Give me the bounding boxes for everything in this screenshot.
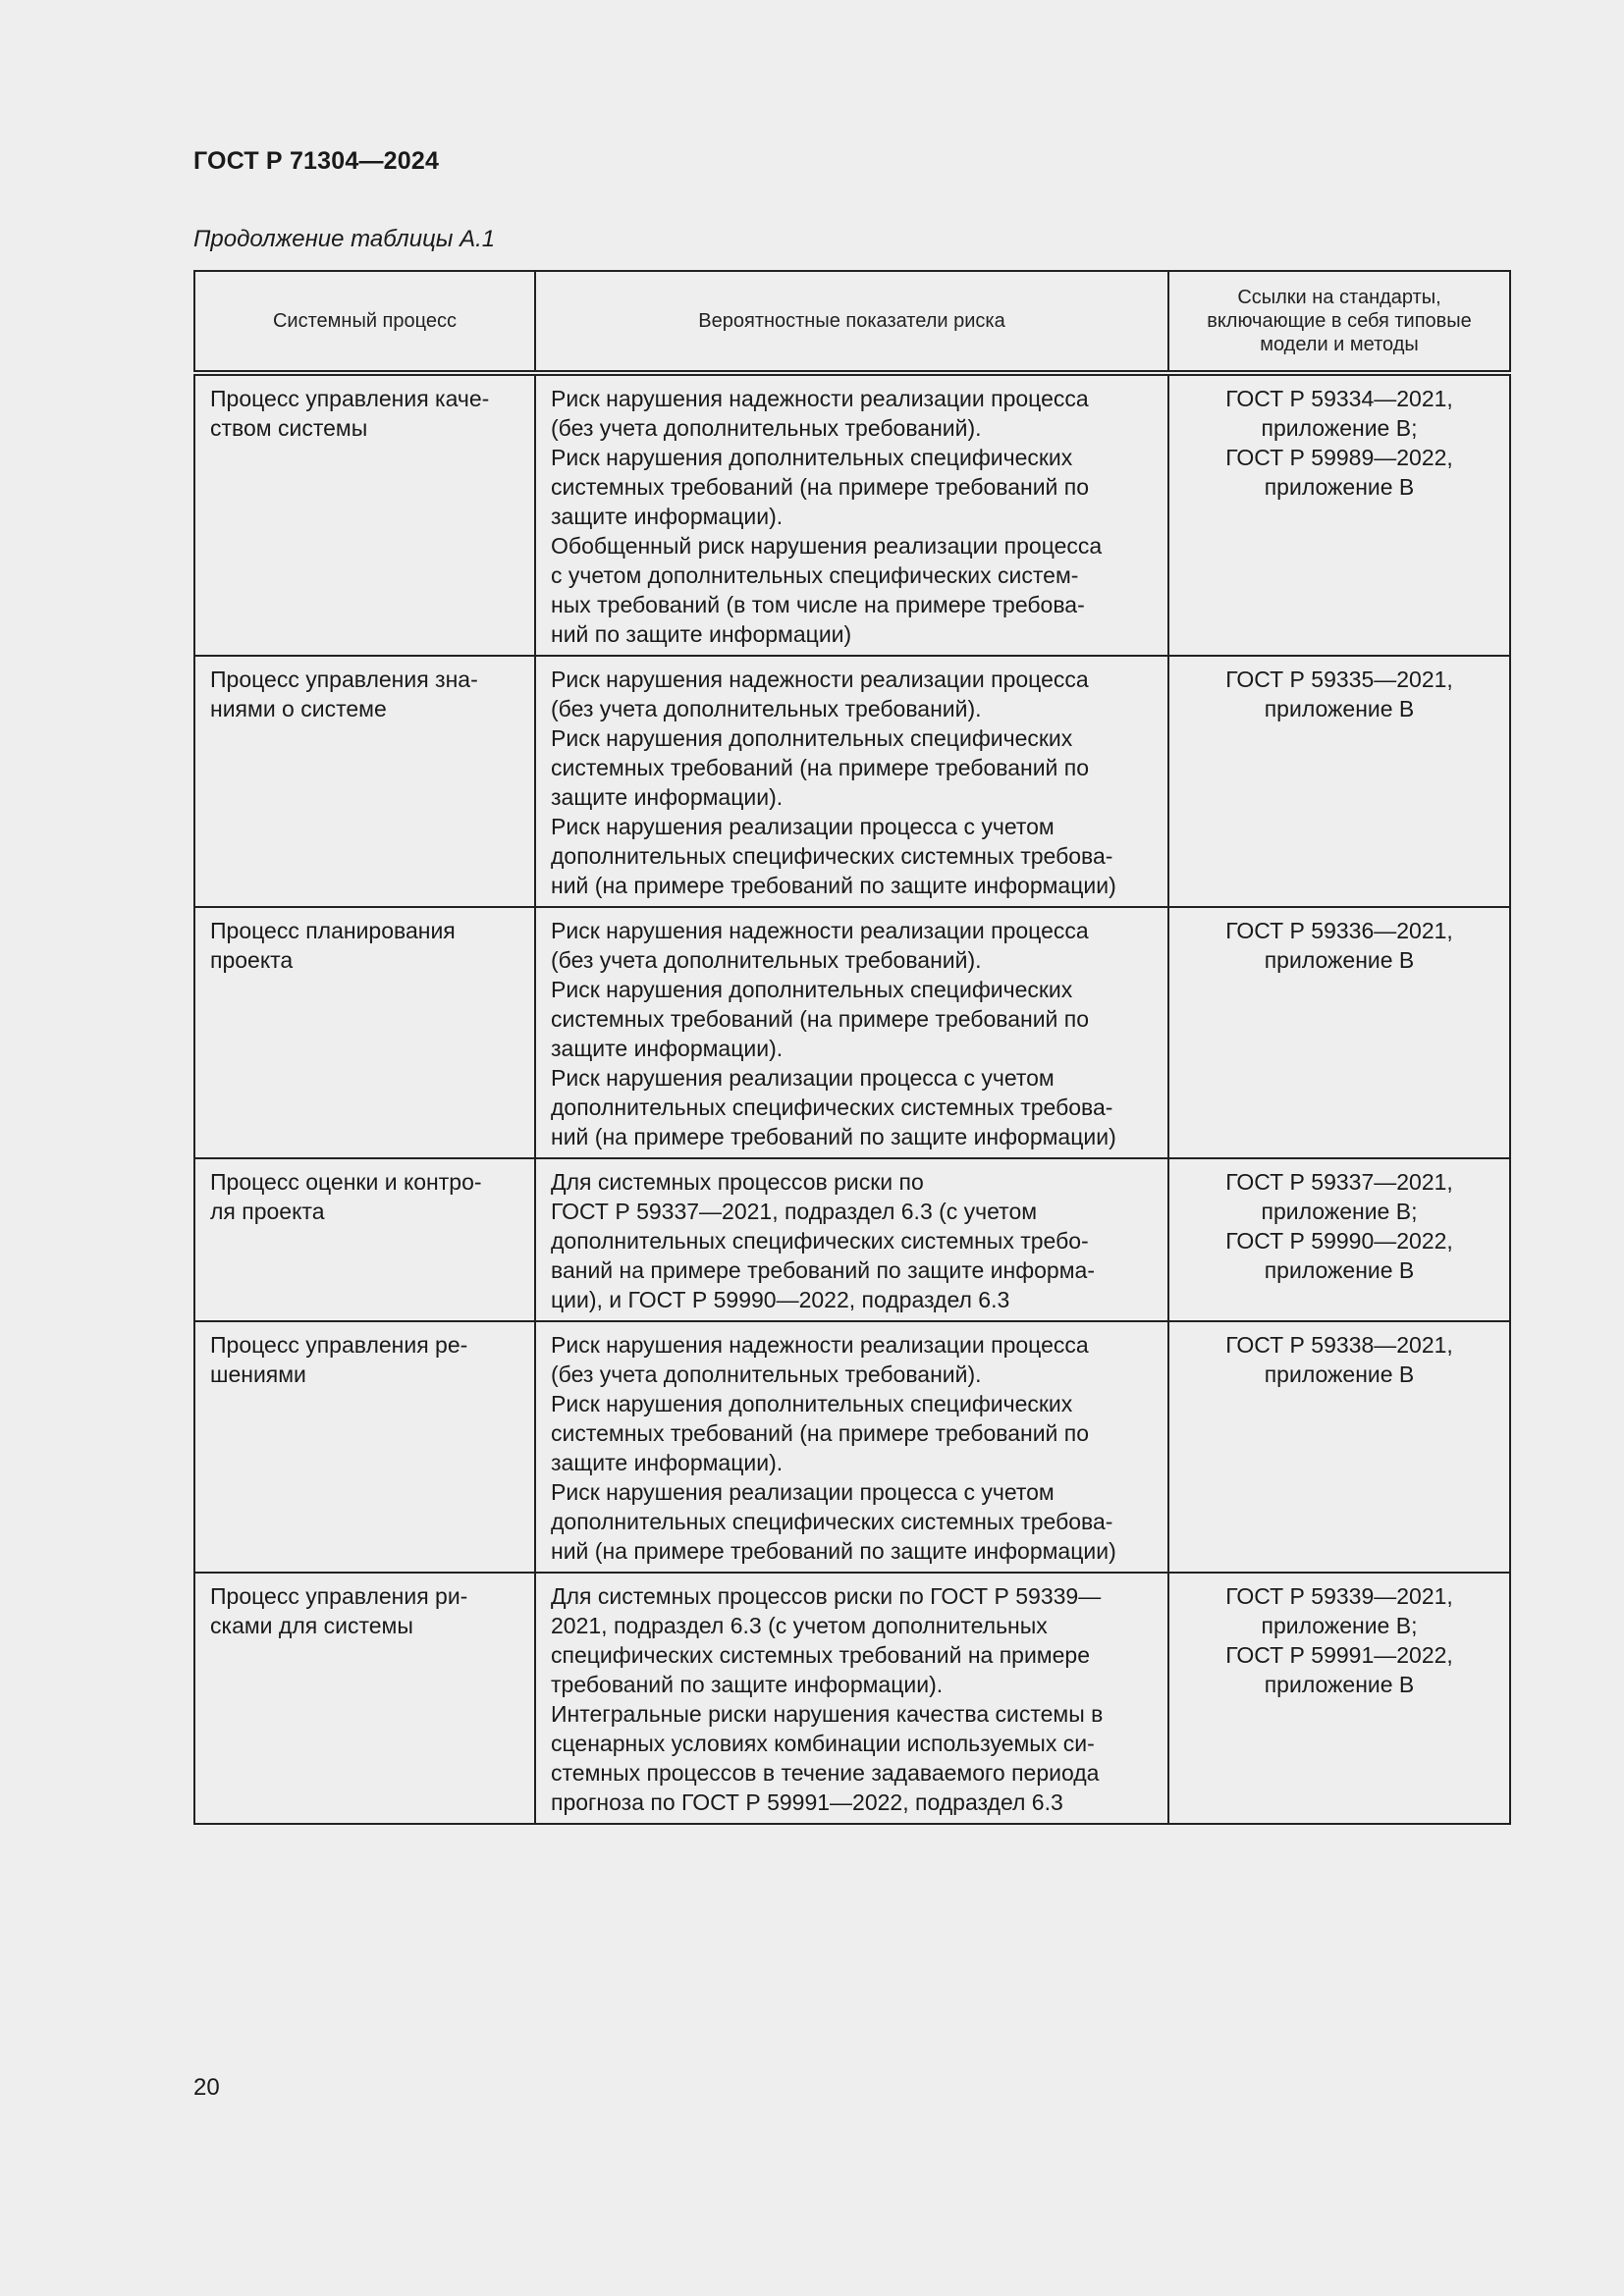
refs-cell-line: приложение В <box>1264 1362 1415 1387</box>
table-caption: Продолжение таблицы А.1 <box>193 226 496 252</box>
refs-cell-line: ГОСТ Р 59989—2022, <box>1225 445 1453 470</box>
refs-cell-line: ГОСТ Р 59990—2022, <box>1225 1228 1453 1254</box>
risk-cell-line: (без учета дополнительных требований). <box>551 947 982 973</box>
table-row <box>194 1573 1510 1824</box>
refs-cell-line: ГОСТ Р 59337—2021, <box>1225 1169 1453 1195</box>
process-cell-line: шениями <box>210 1362 306 1387</box>
risk-cell-line: защите информации). <box>551 504 784 529</box>
column-header-risk: Вероятностные показатели риска <box>535 271 1168 373</box>
process-cell-line: Процесс управления зна- <box>210 667 478 692</box>
risk-cell-line: системных требований (на примере требований по <box>551 474 1090 500</box>
risk-cell-line: ний (на примере требований по защите информации) <box>551 1124 1116 1149</box>
risk-cell-line: требований по защите информации). <box>551 1672 944 1697</box>
refs-cell-line: ГОСТ Р 59339—2021, <box>1225 1583 1453 1609</box>
process-cell-line: Процесс управления каче- <box>210 386 490 411</box>
risk-cell-line: Риск нарушения дополнительных специфических <box>551 725 1073 751</box>
process-cell-line: Процесс управления ри- <box>210 1583 468 1609</box>
risk-cell-line: дополнительных специфических системных требова- <box>551 843 1113 869</box>
risk-cell-line: Риск нарушения реализации процесса с учетом <box>551 1065 1055 1091</box>
table-row <box>194 1158 1510 1321</box>
process-cell <box>194 907 535 1158</box>
risk-cell-line: ний (на примере требований по защите информации) <box>551 873 1116 898</box>
risk-cell-line: 2021, подраздел 6.3 (с учетом дополнительных <box>551 1613 1048 1638</box>
refs-cell <box>1168 1321 1510 1573</box>
risk-cell-line: сценарных условиях комбинации используемых си- <box>551 1731 1095 1756</box>
refs-cell-line: ГОСТ Р 59335—2021, <box>1225 667 1453 692</box>
risk-cell-line: (без учета дополнительных требований). <box>551 696 982 721</box>
table-row <box>194 656 1510 907</box>
process-cell-line: проекта <box>210 947 294 973</box>
table-body <box>194 373 1510 1824</box>
refs-cell-line: приложение В <box>1264 947 1415 973</box>
risk-cell-line: Риск нарушения дополнительных специфических <box>551 977 1073 1002</box>
process-cell-line: Процесс планирования <box>210 918 456 943</box>
risk-cell <box>535 373 1168 656</box>
table-row <box>194 373 1510 656</box>
risk-cell-line: ваний на примере требований по защите информа- <box>551 1257 1095 1283</box>
process-cell-line: Процесс управления ре- <box>210 1332 468 1358</box>
refs-cell-line: приложение В; <box>1261 415 1418 441</box>
risk-cell-line: защите информации). <box>551 1036 784 1061</box>
refs-cell-line: ГОСТ Р 59336—2021, <box>1225 918 1453 943</box>
risk-cell-line: дополнительных специфических системных требо- <box>551 1228 1089 1254</box>
risk-cell-line: ГОСТ Р 59337—2021, подраздел 6.3 (с учетом <box>551 1199 1038 1224</box>
risk-table <box>193 270 1511 1825</box>
risk-cell <box>535 1158 1168 1321</box>
risk-cell-line: Риск нарушения надежности реализации процесса <box>551 918 1089 943</box>
risk-cell-line: специфических системных требований на примере <box>551 1642 1090 1668</box>
process-cell-line: ля проекта <box>210 1199 325 1224</box>
refs-cell-line: ГОСТ Р 59334—2021, <box>1225 386 1453 411</box>
risk-cell-line: Для системных процессов риски по ГОСТ Р 59339— <box>551 1583 1102 1609</box>
process-cell <box>194 373 535 656</box>
risk-cell <box>535 656 1168 907</box>
column-header-process: Системный процесс <box>194 271 535 373</box>
refs-cell-line: ГОСТ Р 59991—2022, <box>1225 1642 1453 1668</box>
risk-cell-line: Риск нарушения надежности реализации процесса <box>551 386 1089 411</box>
table-row <box>194 907 1510 1158</box>
refs-cell <box>1168 907 1510 1158</box>
refs-cell-line: приложение В; <box>1261 1613 1418 1638</box>
risk-cell-line: системных требований (на примере требований по <box>551 1006 1090 1032</box>
process-cell-line: Процесс оценки и контро- <box>210 1169 482 1195</box>
process-cell-line: ством системы <box>210 415 368 441</box>
risk-cell <box>535 1573 1168 1824</box>
process-cell <box>194 1158 535 1321</box>
risk-cell-line: ных требований (в том числе на примере требова- <box>551 592 1085 617</box>
document-code: ГОСТ Р 71304—2024 <box>193 147 440 175</box>
risk-cell-line: Интегральные риски нарушения качества системы в <box>551 1701 1104 1727</box>
risk-cell-line: с учетом дополнительных специфических систем- <box>551 562 1079 588</box>
risk-cell-line: Для системных процессов риски по <box>551 1169 924 1195</box>
risk-cell <box>535 1321 1168 1573</box>
risk-cell-line: защите информации). <box>551 784 784 810</box>
refs-cell-line: приложение В <box>1264 696 1415 721</box>
risk-cell-line: ний по защите информации) <box>551 621 852 647</box>
table-header-row <box>194 271 1510 373</box>
refs-cell <box>1168 1573 1510 1824</box>
risk-cell-line: Риск нарушения дополнительных специфических <box>551 1391 1073 1416</box>
refs-cell-line: приложение В <box>1264 1672 1415 1697</box>
refs-cell-line: приложение В; <box>1261 1199 1418 1224</box>
process-cell <box>194 1573 535 1824</box>
risk-cell-line: Риск нарушения надежности реализации процесса <box>551 1332 1089 1358</box>
risk-cell-line: Обобщенный риск нарушения реализации процесса <box>551 533 1103 559</box>
risk-cell-line: (без учета дополнительных требований). <box>551 1362 982 1387</box>
process-cell <box>194 656 535 907</box>
risk-cell-line: дополнительных специфических системных требова- <box>551 1095 1113 1120</box>
risk-cell-line: Риск нарушения реализации процесса с учетом <box>551 1479 1055 1505</box>
risk-cell-line: прогноза по ГОСТ Р 59991—2022, подраздел 6.3 <box>551 1789 1063 1815</box>
risk-cell-line: системных требований (на примере требований по <box>551 1420 1090 1446</box>
risk-cell <box>535 907 1168 1158</box>
refs-cell-line: ГОСТ Р 59338—2021, <box>1225 1332 1453 1358</box>
table-row <box>194 1321 1510 1573</box>
refs-cell <box>1168 373 1510 656</box>
risk-cell-line: дополнительных специфических системных требова- <box>551 1509 1113 1534</box>
refs-cell <box>1168 1158 1510 1321</box>
risk-cell-line: системных требований (на примере требований по <box>551 755 1090 780</box>
risk-cell-line: ции), и ГОСТ Р 59990—2022, подраздел 6.3 <box>551 1287 1010 1312</box>
risk-cell-line: стемных процессов в течение задаваемого периода <box>551 1760 1100 1786</box>
process-cell-line: сками для системы <box>210 1613 413 1638</box>
refs-cell-line: приложение В <box>1264 474 1415 500</box>
table-header <box>194 271 1510 373</box>
risk-cell-line: ний (на примере требований по защите информации) <box>551 1538 1116 1564</box>
refs-cell-line: приложение В <box>1264 1257 1415 1283</box>
risk-cell-line: Риск нарушения дополнительных специфических <box>551 445 1073 470</box>
refs-cell <box>1168 656 1510 907</box>
process-cell <box>194 1321 535 1573</box>
risk-cell-line: Риск нарушения реализации процесса с учетом <box>551 814 1055 839</box>
page-number: 20 <box>193 2074 220 2101</box>
risk-cell-line: (без учета дополнительных требований). <box>551 415 982 441</box>
process-cell-line: ниями о системе <box>210 696 387 721</box>
risk-cell-line: Риск нарушения надежности реализации процесса <box>551 667 1089 692</box>
column-header-refs: Ссылки на стандарты, включающие в себя типовые модели и методы <box>1168 271 1510 373</box>
risk-cell-line: защите информации). <box>551 1450 784 1475</box>
